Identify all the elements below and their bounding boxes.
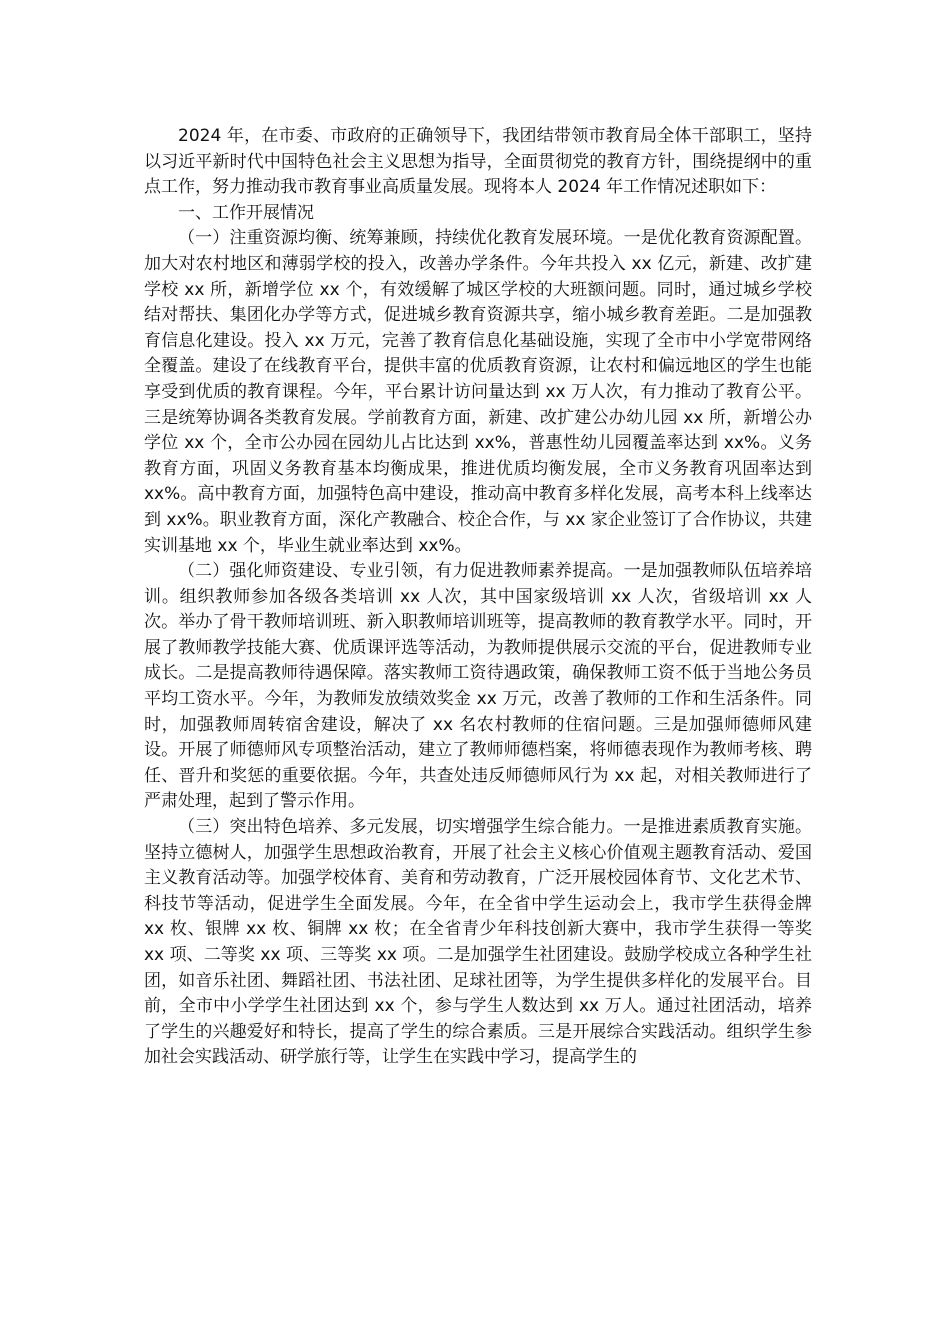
section-heading: 一、工作开展情况 — [178, 202, 314, 223]
document-body — [144, 124, 812, 1071]
paragraph-resources: （一）注重资源均衡、统筹兼顾，持续优化教育发展环境。一是优化教育资源配置。加大对农村地区和薄弱学校的投入，改善办学条件。今年共投入 xx 亿元，新建、改扩建学校 xx 所，新增学位 xx 个，有效缓解了城区学校的大班额问题。同时，通过城乡学校结对帮扶、集团化办学等方式，促进城乡教育资源共享，缩小城乡教育差距。二是加强教育信息化建设。投入 xx 万元，完善了教育信息化基础设施，实现了全市中小学宽带网络全覆盖。建设了在线教育平台，提供丰富的优质教育资源，让农村和偏远地区的学生也能享受到优质的教育课程。今年，平台累计访问量达到 xx 万人次，有力推动了教育公平。三是统筹协调各类教育发展。学前教育方面，新建、改扩建公办幼儿园 xx 所，新增公办学位 xx 个，全市公办园在园幼儿占比达到 xx%，普惠性幼儿园覆盖率达到 xx%。义务教育方面，巩固义务教育基本均衡成果，推进优质均衡发展，全市义务教育巩固率达到 xx%。高中教育方面，加强特色高中建设，推动高中教育多样化发展，高考本科上线率达到 xx%。职业教育方面，深化产教融合、校企合作，与 xx 家企业签订了合作协议，共建实训基地 xx 个，毕业生就业率达到 xx%。 — [144, 228, 812, 556]
paragraph-teachers: （二）强化师资建设、专业引领，有力促进教师素养提高。一是加强教师队伍培养培训。组织教师参加各级各类培训 xx 人次，其中国家级培训 xx 人次，省级培训 xx 人次。举办了骨干教师培训班、新入职教师培训班等，提高教师的教育教学水平。同时，开展了教师教学技能大赛、优质课评选等活动，为教师提供展示交流的平台，促进教师专业成长。二是提高教师待遇保障。落实教师工资待遇政策，确保教师工资不低于当地公务员平均工资水平。今年，为教师发放绩效奖金 xx 万元，改善了教师的工作和生活条件。同时，加强教师周转宿舍建设，解决了 xx 名农村教师的住宿问题。三是加强师德师风建设。开展了师德师风专项整治活动，建立了教师师德档案，将师德表现作为教师考核、聘任、晋升和奖惩的重要依据。今年，共查处违反师德师风行为 xx 起，对相关教师进行了严肃处理，起到了警示作用。 — [144, 561, 812, 812]
paragraph-students: （三）突出特色培养、多元发展，切实增强学生综合能力。一是推进素质教育实施。坚持立德树人，加强学生思想政治教育，开展了社会主义核心价值观主题教育活动、爱国主义教育活动等。加强学校体育、美育和劳动教育，广泛开展校园体育节、文化艺术节、科技节等活动，促进学生全面发展。今年，在全省中学生运动会上，我市学生获得金牌 xx 枚、银牌 xx 枚、铜牌 xx 枚；在全省青少年科技创新大赛中，我市学生获得一等奖 xx 项、二等奖 xx 项、三等奖 xx 项。二是加强学生社团建设。鼓励学校成立各种学生社团，如音乐社团、舞蹈社团、书法社团、足球社团等，为学生提供多样化的发展平台。目前，全市中小学学生社团达到 xx 个，参与学生人数达到 xx 万人。通过社团活动，培养了学生的兴趣爱好和特长，提高了学生的综合素质。三是开展综合实践活动。组织学生参加社会实践活动、研学旅行等，让学生在实践中学习，提高学生的 — [144, 817, 812, 1068]
intro-paragraph: 2024 年，在市委、市政府的正确领导下，我团结带领市教育局全体干部职工，坚持以习近平新时代中国特色社会主义思想为指导，全面贯彻党的教育方针，围绕提纲中的重点工作，努力推动我市教育事业高质量发展。现将本人 2024 年工作情况述职如下： — [144, 126, 812, 198]
